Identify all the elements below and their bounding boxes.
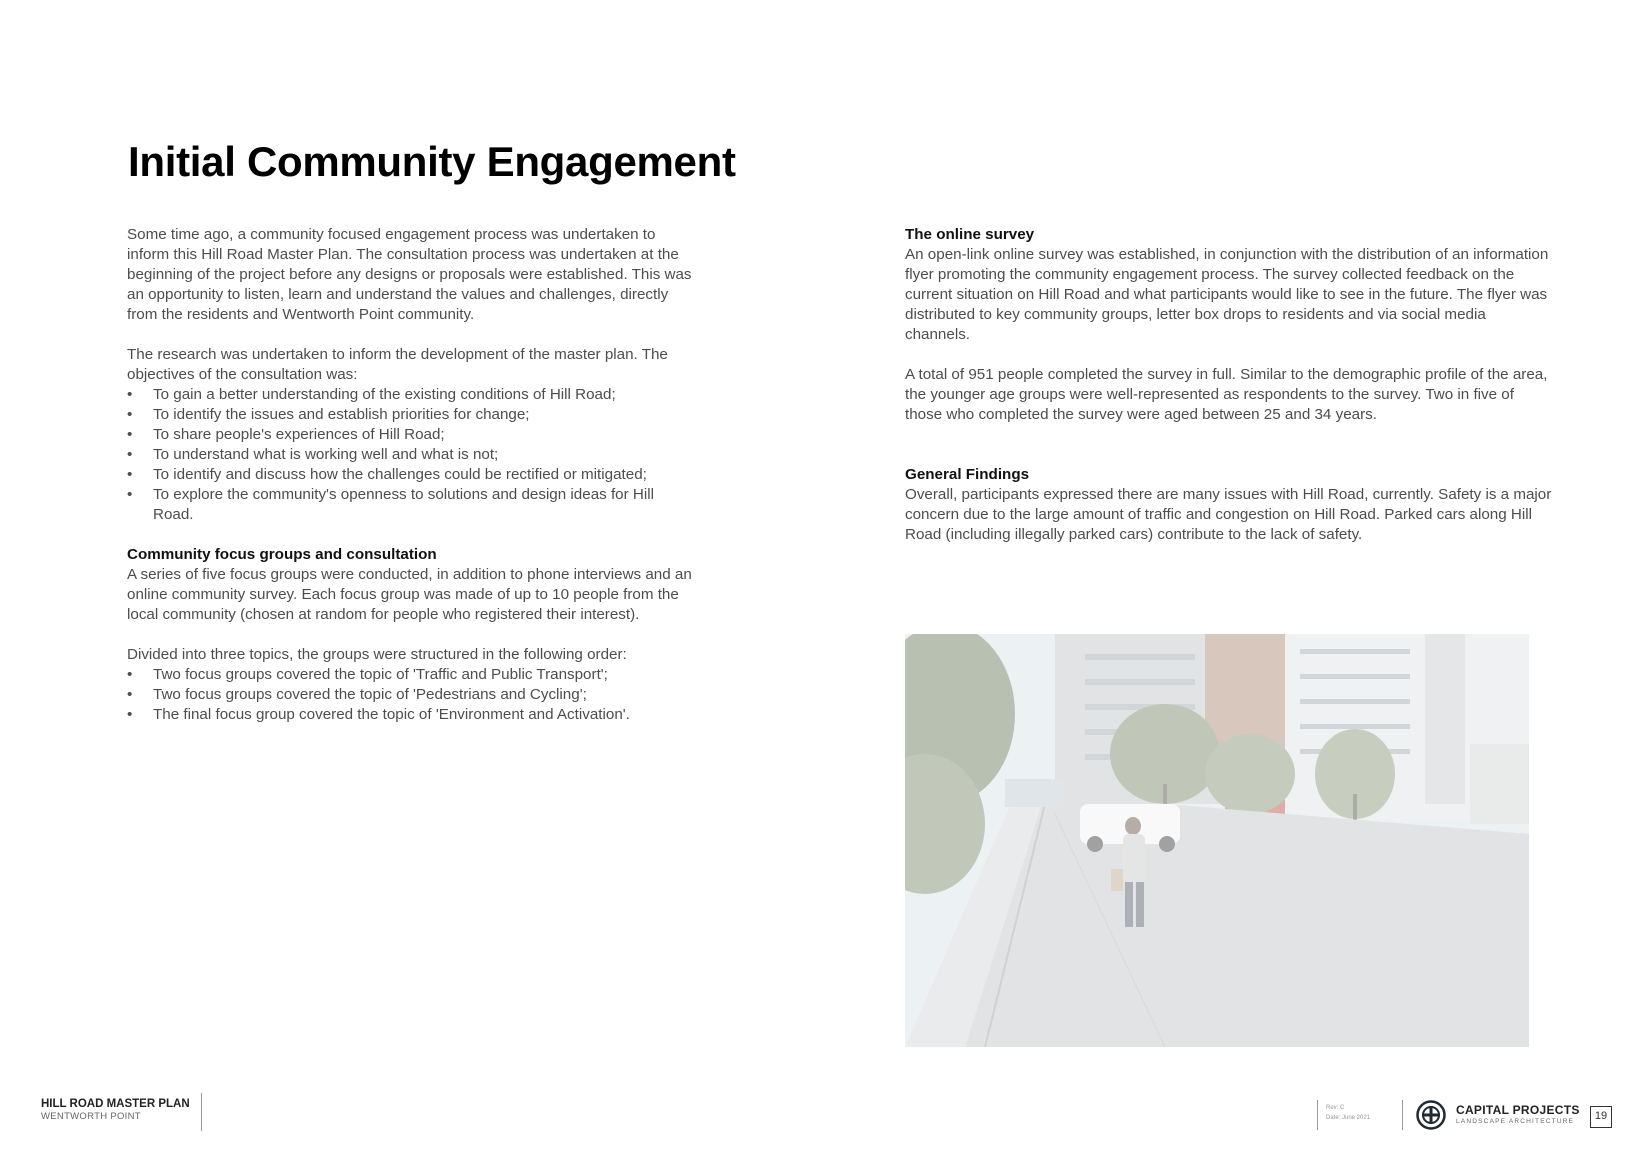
topics-list <box>127 665 697 725</box>
capital-projects-logo-icon <box>1416 1100 1446 1135</box>
general-findings-heading: General Findings <box>905 466 1030 483</box>
footer-divider <box>201 1093 202 1131</box>
page-title: Initial Community Engagement <box>128 138 736 185</box>
street-photo <box>905 634 1529 1047</box>
list-item: • To identify and discuss how the challenges could be rectified or mitigated; <box>127 465 697 485</box>
list-item: • Two focus groups covered the topic of 'Pedestrians and Cycling'; <box>127 685 697 705</box>
left-column <box>127 225 697 725</box>
research-paragraph: The research was undertaken to inform the development of the master plan. The objectives of the consultation was: <box>127 346 668 383</box>
brand-subtitle: LANDSCAPE ARCHITECTURE <box>1456 1118 1575 1125</box>
revision-label: Rev: C <box>1326 1105 1345 1111</box>
footer-project <box>41 1098 190 1122</box>
online-survey-paragraph: An open-link online survey was established, in conjunction with the distribution of an information flyer promoting the community engagement process. The survey collected feedback on the current situation on Hill Road and what participants would like to see in the future. The flyer was distributed to key community groups, letter box drops to residents and via social media channels. <box>905 246 1549 343</box>
focus-groups-heading: Community focus groups and consultation <box>127 546 437 563</box>
focus-groups-paragraph: A series of five focus groups were conducted, in addition to phone interviews and an online community survey. Each focus group was made of up to 10 people from the local community (chosen at random for people who registered their interest). <box>127 566 692 623</box>
footer-project-location: WENTWORTH POINT <box>41 1111 141 1122</box>
list-item: • The final focus group covered the topic of 'Environment and Activation'. <box>127 705 697 725</box>
footer-project-title: HILL ROAD MASTER PLAN <box>41 1098 190 1110</box>
online-survey-heading: The online survey <box>905 226 1035 243</box>
footer-divider <box>1317 1100 1318 1130</box>
list-item: • To understand what is working well and what is not; <box>127 445 697 465</box>
brand-name: CAPITAL PROJECTS <box>1456 1103 1580 1117</box>
list-item: • Two focus groups covered the topic of 'Traffic and Public Transport'; <box>127 665 697 685</box>
list-item: • To identify the issues and establish priorities for change; <box>127 405 697 425</box>
topics-intro: Divided into three topics, the groups were structured in the following order: <box>127 646 627 663</box>
date-label: Date: June 2021 <box>1326 1115 1371 1121</box>
list-item: • To gain a better understanding of the existing conditions of Hill Road; <box>127 385 697 405</box>
brand <box>1456 1103 1580 1127</box>
page-number: 19 <box>1590 1106 1612 1128</box>
footer-divider <box>1402 1100 1403 1130</box>
intro-paragraph: Some time ago, a community focused engagement process was undertaken to inform this Hill Road Master Plan. The consultation process was undertaken at the beginning of the project before any designs or proposals were established. This was an opportunity to listen, learn and understand the values and challenges, directly from the residents and Wentworth Point community. <box>127 226 692 323</box>
list-item: • To explore the community's openness to solutions and design ideas for Hill Road. <box>127 485 697 525</box>
survey-total-paragraph: A total of 951 people completed the survey in full. Similar to the demographic profile of the area, the younger age groups were well-represented as respondents to the survey. Two in five of those who completed the survey were aged between 25 and 34 years. <box>905 366 1548 423</box>
general-findings-paragraph: Overall, participants expressed there are many issues with Hill Road, currently. Safety is a major concern due to the large amount of traffic and congestion on Hill Road. Parked cars along Hill Road (including illegally parked cars) contribute to the lack of safety. <box>905 486 1552 543</box>
list-item: • To share people's experiences of Hill Road; <box>127 425 697 445</box>
objectives-list <box>127 385 697 525</box>
revision-info <box>1326 1103 1370 1123</box>
right-column <box>905 225 1555 545</box>
